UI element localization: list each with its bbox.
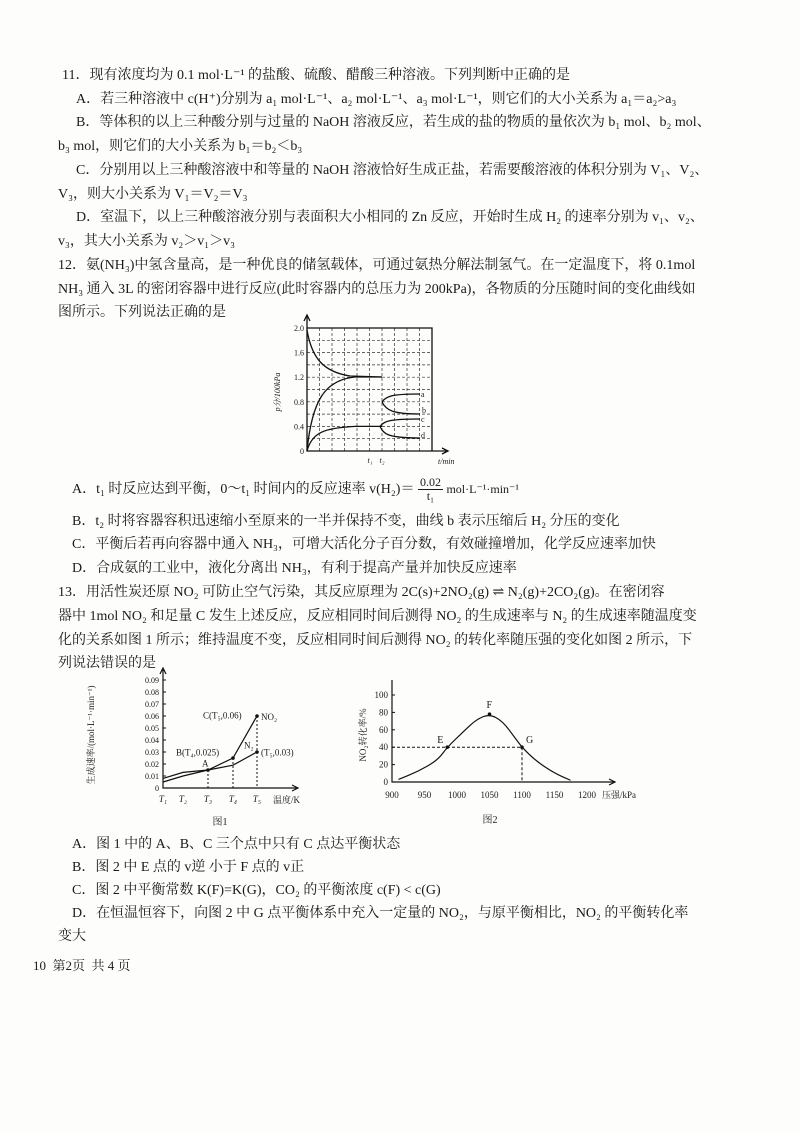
- y-axis-label: 生成速率/(mol·L⁻¹·min⁻¹): [86, 685, 96, 785]
- q12-option-b: B．t₂ 时将容器容积迅速缩小至原来的一半并保持不变，曲线 b 表示压缩后 H₂ 分压的变化: [72, 514, 620, 529]
- x-tick-label: 950: [417, 790, 432, 800]
- footer-total: 共 4 页: [91, 958, 131, 973]
- y-tick-label: 1.6: [294, 348, 304, 358]
- y-tick-label: 0.09: [145, 676, 159, 685]
- x-tick-label: 900: [385, 790, 399, 800]
- q11-option-d: D．室温下，以上三种酸溶液分别与表面积大小相同的 Zn 反应，开始时生成 H₂ 的速率分别为 v₁、v₂、: [76, 210, 704, 225]
- y-tick-label: 20: [379, 759, 388, 770]
- y-tick-label: 0.8: [294, 397, 304, 407]
- guide-line: [392, 747, 522, 782]
- q13-option-d: D．在恒温恒容下，向图 2 中 G 点平衡体系中充入一定量的 NO₂，与原平衡相比，NO₂ 的平衡转化率: [72, 906, 689, 921]
- q12-stem-3: 图所示。下列说法正确的是: [58, 305, 226, 320]
- y-tick-label: 0.01: [145, 772, 159, 781]
- y-tick-label: 0.07: [145, 700, 159, 709]
- curve-c: [380, 419, 420, 426]
- y-tick-label: 0.05: [145, 724, 159, 733]
- x-tick-label: 1100: [513, 790, 531, 800]
- q12-option-d: D．合成氨的工业中，液化分离出 NH₃，有利于提高产量并加快反应速率: [72, 561, 517, 576]
- q13-stem-2: 器中 1mol NO₂ 和足量 C 发生上述反应，反应相同时间后测得 NO₂ 的生成速率与 N₂ 的生成速率随温度变: [58, 609, 697, 624]
- q11-stem: 11．现有浓度均为 0.1 mol·L⁻¹ 的盐酸、硫酸、醋酸三种溶液。下列判断中正确的是: [62, 68, 571, 83]
- q12-stem-2: NH₃ 通入 3L 的密闭容器中进行反应(此时容器内的总压力为 200kPa)，各物质的分压随时间的变化曲线如: [58, 282, 696, 297]
- y-tick-label: 100: [374, 690, 388, 700]
- x-tick-label: 1050: [480, 790, 499, 800]
- point-label-c: C(T₅,0.06): [203, 710, 242, 721]
- q13-option-b: B．图 2 中 E 点的 v逆 小于 F 点的 v正: [72, 860, 305, 875]
- x-tick-label: T₂: [178, 794, 188, 804]
- q13-stem-1: 13．用活性炭还原 NO₂ 可防止空气污染，其反应原理为 2C(s)+2NO₂(g) ⇌ N₂(g)+2CO₂(g)。在密闭容: [58, 585, 665, 600]
- y-tick-label: 0.02: [145, 760, 159, 769]
- data-point: [255, 750, 259, 754]
- y-tick-label: 0.08: [145, 688, 159, 697]
- point-label-f: F: [486, 700, 493, 712]
- figure-caption: 图2: [482, 815, 498, 826]
- x-tick-label: 1200: [578, 790, 596, 800]
- y-tick-label: 0: [155, 784, 159, 793]
- point-label-e: E: [437, 735, 444, 747]
- curve-a: [382, 394, 420, 402]
- y-tick-label: 40: [379, 742, 388, 753]
- x-tick-label: 1000: [448, 790, 466, 800]
- y-tick-label: 80: [379, 707, 388, 718]
- q12-option-c: C．平衡后若再向容器中通入 NH₃，可增大活化分子百分数，有效碰撞增加，化学反应速率加快: [72, 537, 656, 552]
- q11-option-a: A．若三种溶液中 c(H⁺)分别为 a₁ mol·L⁻¹、a₂ mol·L⁻¹、a₃ mol·L⁻¹，则它们的大小关系为 a₁＝a₂>a₃: [76, 92, 677, 107]
- series-label-no2: NO₂: [261, 712, 278, 722]
- curve-d: [380, 426, 420, 438]
- axes: [392, 680, 615, 785]
- point-label-g: G: [526, 735, 534, 747]
- x-axis-label: t/min: [438, 457, 455, 466]
- fraction-numerator: 0.02: [419, 475, 441, 490]
- fraction: [418, 476, 443, 503]
- data-point: [206, 768, 210, 772]
- y-axis-label: p分/100kPa: [273, 372, 282, 412]
- q13-option-d-cont: 变大: [58, 929, 86, 944]
- figure-1: [80, 665, 330, 830]
- curve-b: [382, 402, 420, 414]
- q13-option-c: C．图 2 中平衡常数 K(F)=K(G)，CO₂ 的平衡浓度 c(F) < c(G): [72, 883, 441, 898]
- q13-stem-4: 列说法错误的是: [58, 656, 156, 671]
- data-point: [231, 756, 235, 760]
- x-tick-label: T₅: [252, 794, 262, 804]
- label-d: d: [421, 431, 425, 440]
- x-axis-label: 温度/K: [273, 795, 301, 805]
- x-tick-label: 1150: [545, 790, 564, 800]
- y-tick-label: 1.2: [294, 373, 304, 383]
- figure-2: [340, 675, 670, 830]
- data-point: [520, 745, 524, 749]
- data-point: [488, 712, 492, 716]
- page-footer: [33, 957, 131, 975]
- y-axis-label: NO₂转化率/%: [358, 708, 368, 762]
- x-tick-t1: t₁: [367, 456, 373, 465]
- q11-option-b-cont: b₃ mol，则它们的大小关系为 b₁＝b₂＜b₃: [58, 139, 303, 154]
- x-tick-label: T₃: [203, 794, 213, 804]
- label-a: a: [421, 390, 425, 399]
- x-tick-label: T₁: [158, 794, 168, 804]
- q12-stem-1: 12．氨(NH₃)中氢含量高，是一种优良的储氢载体，可通过氨热分解法制氢气。在一定温度下，将 0.1mol: [58, 258, 696, 273]
- footer-code: 10: [33, 958, 46, 973]
- rate-unit: mol·L⁻¹·min⁻¹: [446, 482, 519, 496]
- grid: [307, 328, 432, 451]
- q11-option-d-cont: v₃，其大小关系为 v₂＞v₁＞v₃: [58, 234, 236, 249]
- q13-stem-3: 化的关系如图 1 所示；维持温度不变，反应相同时间后测得 NO₂ 的转化率随压强的变化如图 2 所示，下: [58, 633, 693, 648]
- q11-option-c-cont: V₃，则大小关系为 V₁＝V₂＝V₃: [58, 187, 248, 202]
- x-tick-label: T₄: [228, 794, 238, 804]
- x-axis-label: 压强/kPa: [602, 790, 637, 800]
- y-tick-label: 0: [383, 777, 388, 787]
- figure-caption: 图1: [212, 817, 228, 828]
- data-point: [255, 714, 259, 718]
- point-label-a: A: [202, 758, 209, 769]
- label-b: b: [422, 406, 426, 415]
- y-tick-label: 2.0: [294, 324, 304, 333]
- y-tick-label: 0.04: [145, 736, 159, 745]
- q11-option-c: C．分别用以上三种酸溶液中和等量的 NaOH 溶液恰好生成正盐，若需要酸溶液的体积分别为 V₁、V₂、: [76, 163, 709, 178]
- q12-option-a-text: A．t₁ 时反应达到平衡，0～t₁ 时间内的反应速率 v(H₂)＝: [72, 482, 415, 497]
- data-point: [445, 745, 449, 749]
- axis-arrows: [304, 315, 448, 454]
- y-tick-label: 0.4: [294, 422, 304, 432]
- q12-option-a: [72, 474, 519, 505]
- q11-option-b: B．等体积的以上三种酸分别与过量的 NaOH 溶液反应，若生成的盐的物质的量依次为 b₁ mol、b₂ mol、: [76, 115, 711, 130]
- point-label-t5: (T₅,0.03): [261, 747, 294, 758]
- conversion-curve: [399, 716, 571, 781]
- y-tick-label: 60: [379, 724, 388, 735]
- fraction-denominator: t₁: [426, 489, 435, 504]
- series-label-n2: N₂: [244, 740, 254, 751]
- y-tick-label: 0.03: [145, 748, 159, 757]
- q13-option-a: A．图 1 中的 A、B、C 三个点中只有 C 点达平衡状态: [72, 837, 401, 852]
- y-tick-label: 0.06: [145, 712, 159, 721]
- label-c: c: [421, 415, 425, 424]
- x-tick-t2: t₂: [379, 456, 385, 465]
- footer-page: 第2页: [52, 958, 86, 973]
- axis-frame: [307, 316, 448, 451]
- y-tick-label: 0: [300, 447, 304, 456]
- point-label-b: B(T₄,0.025): [176, 747, 220, 758]
- q12-figure: [270, 310, 530, 470]
